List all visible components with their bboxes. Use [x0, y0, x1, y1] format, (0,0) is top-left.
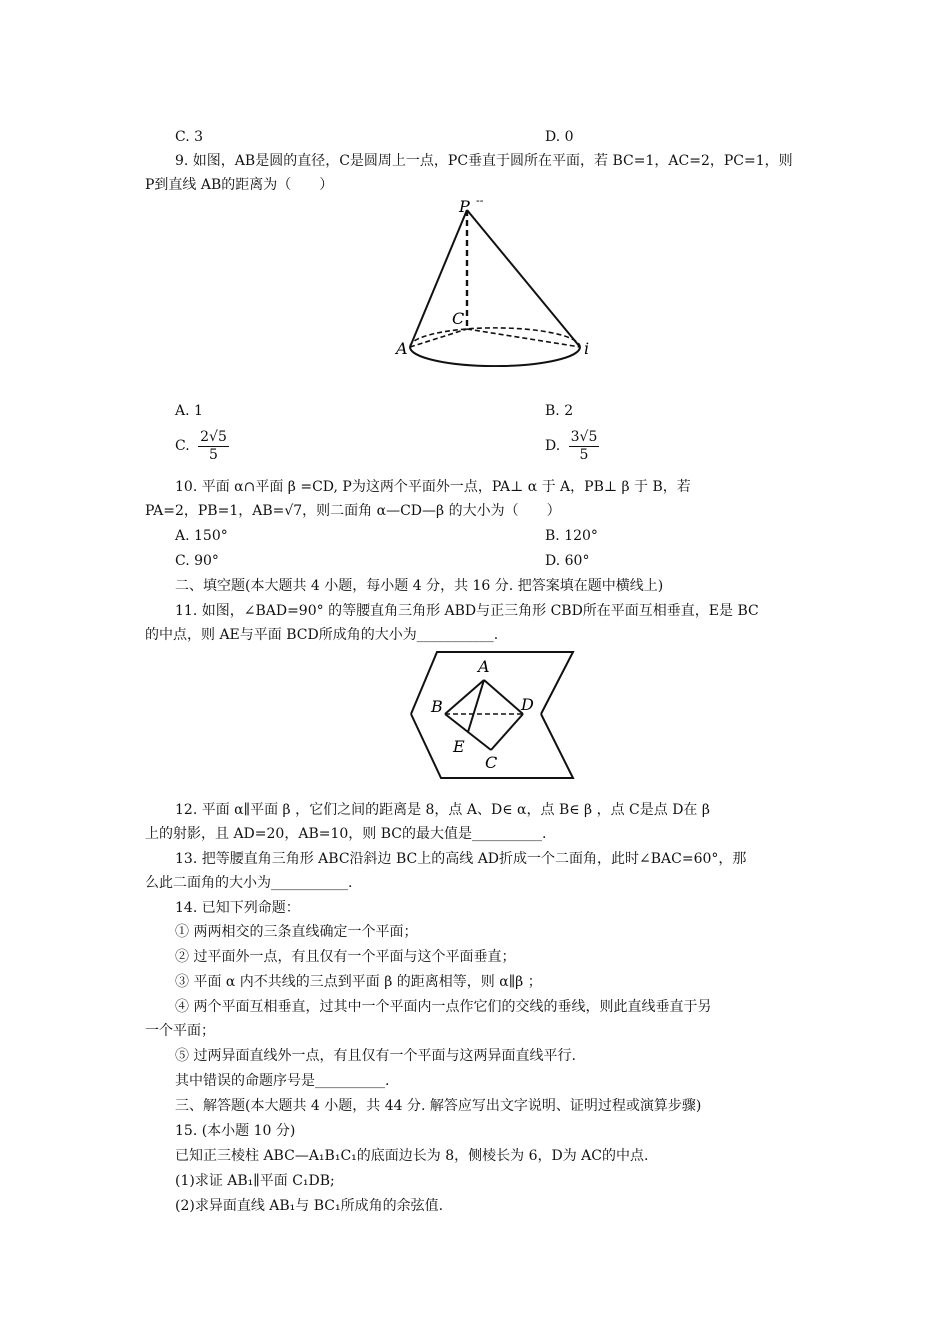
- edge-ac: [410, 329, 467, 347]
- q9-cone-figure: [390, 192, 605, 367]
- q13-stem-line1: 13. 把等腰直角三角形 ABC沿斜边 BC上的高线 AD折成一个二面角，此时∠BAC=60°，那: [175, 851, 747, 867]
- q14-item-1: ① 两两相交的三条直线确定一个平面；: [175, 924, 418, 940]
- q13-stem-line2: 么此二面角的大小为___________.: [145, 875, 353, 891]
- edge-pb: [467, 210, 580, 347]
- edge-ad: [484, 680, 523, 714]
- label-c: C: [452, 309, 465, 328]
- q9-option-c-denominator: 5: [209, 447, 218, 463]
- section-2-heading: 二、填空题(本大题共 4 小题，每小题 4 分，共 16 分. 把答案填在题中横线上): [175, 578, 664, 594]
- q12-stem-line1: 12. 平面 α∥平面 β ，它们之间的距离是 8，点 A、D∈ α，点 B∈ β ，点 C是点 D在 β: [175, 802, 710, 818]
- cone-base-front-arc: [410, 347, 580, 366]
- q15-header: 15. (本小题 10 分): [175, 1123, 296, 1139]
- q9-option-c-fraction: [198, 429, 229, 464]
- label-b: i: [584, 339, 590, 358]
- label-d: D: [521, 695, 534, 714]
- q14-item-4-cont: 一个平面；: [145, 1023, 215, 1039]
- q8-option-d: D. 0: [545, 129, 574, 145]
- edge-cd: [491, 714, 523, 750]
- label-c: C: [485, 753, 498, 772]
- q9-stem-line1: 9. 如图，AB是圆的直径，C是圆周上一点，PC垂直于圆所在平面，若 BC=1，AC=2，PC=1，则: [175, 153, 793, 169]
- q14-intro: 14. 已知下列命题：: [175, 900, 300, 916]
- q9-option-d-fraction: [569, 429, 600, 464]
- label-tick: --: [476, 194, 484, 207]
- q9-option-d-numerator: 3√5: [570, 429, 598, 445]
- q9-option-d-prefix: D.: [545, 438, 561, 454]
- cone-base-back-arc: [410, 328, 580, 347]
- q9-option-c-numerator: 2√5: [200, 429, 227, 445]
- q9-option-c-prefix: C.: [175, 438, 190, 454]
- label-e: E: [453, 737, 465, 756]
- q15-part-1: (1)求证 AB₁∥平面 C₁DB;: [175, 1173, 335, 1189]
- q11-stem-line1: 11. 如图，∠BAD=90° 的等腰直角三角形 ABD与正三角形 CBD所在平面互相垂直，E是 BC: [175, 603, 759, 619]
- label-p: P: [459, 197, 470, 216]
- q10-stem-line2: PA=2，PB=1，AB=√7，则二面角 α—CD—β 的大小为（ ）: [145, 503, 561, 519]
- q14-answer-line: 其中错误的命题序号是__________.: [175, 1073, 390, 1089]
- q15-part-2: (2)求异面直线 AB₁与 BC₁所成角的余弦值.: [175, 1198, 444, 1214]
- q14-item-3: ③ 平面 α 内不共线的三点到平面 β 的距离相等，则 α∥β ；: [175, 974, 542, 990]
- q10-option-b: B. 120°: [545, 528, 598, 544]
- q14-item-5: ⑤ 过两异面直线外一点，有且仅有一个平面与这两异面直线平行.: [175, 1048, 576, 1064]
- q11-planes-figure: [405, 648, 580, 783]
- q10-option-d: D. 60°: [545, 553, 590, 569]
- q10-stem-line1: 10. 平面 α∩平面 β =CD, P为这两个平面外一点，PA⊥ α 于 A，PB⊥ β 于 B，若: [175, 479, 691, 495]
- q9-option-d-denominator: 5: [579, 447, 589, 463]
- q14-item-4: ④ 两个平面互相垂直，过其中一个平面内一点作它们的交线的垂线，则此直线垂直于另: [175, 999, 712, 1015]
- q10-option-a: A. 150°: [175, 528, 228, 544]
- q9-option-d: [545, 429, 599, 464]
- q8-option-c: C. 3: [175, 129, 204, 145]
- q12-stem-line2: 上的射影，且 AD=20，AB=10，则 BC的最大值是__________.: [145, 826, 547, 842]
- q14-item-2: ② 过平面外一点，有且仅有一个平面与这个平面垂直；: [175, 949, 516, 965]
- q10-option-c: C. 90°: [175, 553, 219, 569]
- label-a: A: [478, 657, 490, 676]
- edge-cb: [467, 329, 580, 347]
- section-3-heading: 三、解答题(本大题共 4 小题，共 44 分. 解答应写出文字说明、证明过程或演算步骤): [175, 1098, 702, 1114]
- q9-option-b: B. 2: [545, 403, 574, 419]
- q9-option-a: A. 1: [175, 403, 203, 419]
- q9-option-c: [175, 429, 229, 464]
- label-a: A: [396, 339, 408, 358]
- q9-stem-line2: P到直线 AB的距离为（ ）: [145, 177, 334, 193]
- q11-stem-line2: 的中点，则 AE与平面 BCD所成角的大小为___________.: [145, 627, 499, 643]
- q15-stem: 已知正三棱柱 ABC—A₁B₁C₁的底面边长为 8，侧棱长为 6，D为 AC的中点.: [175, 1148, 649, 1164]
- label-b: B: [431, 697, 443, 716]
